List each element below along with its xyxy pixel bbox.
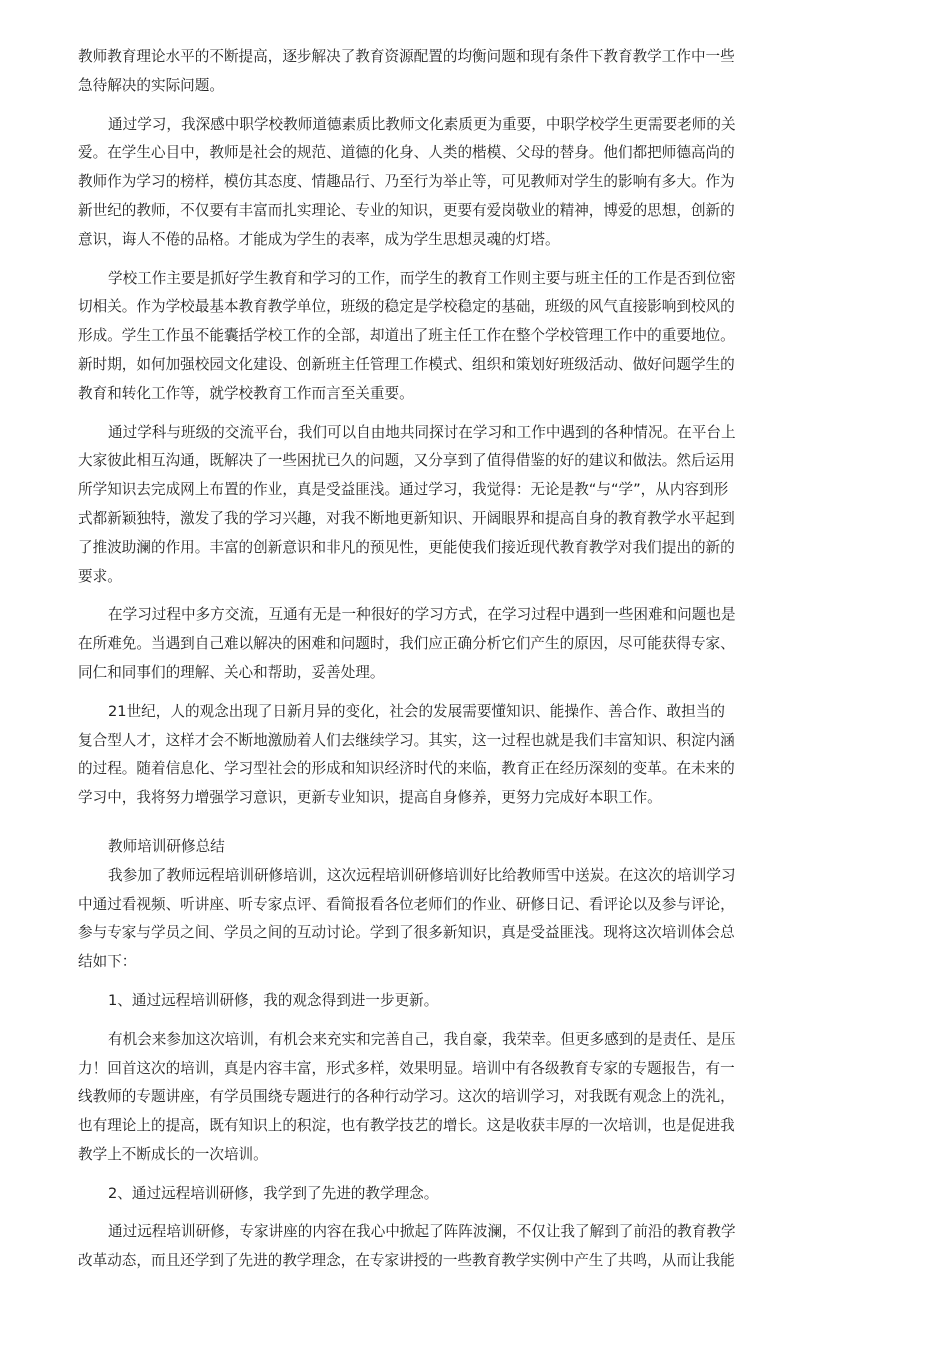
text-line: 了推波助澜的作用。丰富的创新意识和非凡的预见性，更能使我们接近现代教育教学对我们提出的新的 (78, 538, 735, 556)
paragraph (78, 111, 775, 255)
subheading-text: 1、通过远程培训研修，我的观念得到进一步更新。 (108, 991, 439, 1009)
section-title (78, 833, 775, 862)
document-page (78, 43, 775, 1276)
text-line: 力！回首这次的培训，真是内容丰富，形式多样，效果明显。培训中有各级教育专家的专题报告，有一 (78, 1059, 735, 1077)
text-line: 改革动态，而且还学到了先进的教学理念，在专家讲授的一些教育教学实例中产生了共鸣，从而让我能 (78, 1252, 735, 1270)
section-title-text: 教师培训研修总结 (108, 837, 225, 855)
text-line: 复合型人才，这样才会不断地激励着人们去继续学习。其实，这一过程也就是我们丰富知识、积淀内涵 (78, 731, 735, 749)
text-line: 爱。在学生心目中，教师是社会的规范、道德的化身、人类的楷模、父母的替身。他们都把师德高尚的 (78, 144, 735, 162)
paragraph-continuation (78, 43, 775, 101)
text-line: 线教师的专题讲座，有学员围绕专题进行的各种行动学习。这次的培训学习，对我既有观念上的洗礼， (78, 1088, 735, 1106)
text-line: 有机会来参加这次培训，有机会来充实和完善自己，我自豪，我荣幸。但更多感到的是责任、是压 (108, 1030, 736, 1048)
text-line: 教师教育理论水平的不断提高，逐步解决了教育资源配置的均衡问题和现有条件下教育教学工作中一些 (78, 48, 735, 65)
text-line: 教学上不断成长的一次培训。 (78, 1145, 268, 1163)
text-line: 同仁和同事们的理解、关心和帮助，妥善处理。 (78, 663, 385, 681)
text-line: 大家彼此相互沟通，既解决了一些困扰已久的问题，又分享到了值得借鉴的好的建议和做法。然后运用 (78, 452, 735, 470)
text-line: 所学知识去完成网上布置的作业，真是受益匪浅。通过学习，我觉得：无论是教“与“学”，从内容到形 (78, 481, 729, 499)
text-line: 结如下： (78, 953, 137, 971)
paragraph (78, 601, 775, 687)
text-line: 新世纪的教师，不仅要有丰富而扎实理论、专业的知识，更要有爱岗敬业的精神，博爱的思想，创新的 (78, 201, 735, 219)
text-line: 教育和转化工作等，就学校教育工作而言至关重要。 (78, 384, 414, 402)
text-line: 学习中，我将努力增强学习意识，更新专业知识，提高自身修养，更努力完成好本职工作。 (78, 789, 662, 807)
paragraph (78, 1026, 775, 1170)
text-line: 我参加了教师远程培训研修培训，这次远程培训研修培训好比给教师雪中送炭。在这次的培训学习 (108, 866, 736, 884)
text-line: 要求。 (78, 567, 122, 585)
paragraph (78, 265, 775, 409)
text-line: 形成。学生工作虽不能囊括学校工作的全部，却道出了班主任工作在整个学校管理工作中的重要地位。 (78, 327, 735, 345)
text-line: 通过学科与班级的交流平台，我们可以自由地共同探讨在学习和工作中遇到的各种情况。在平台上 (108, 423, 736, 441)
text-line: 参与专家与学员之间、学员之间的互动讨论。学到了很多新知识，真是受益匪浅。现将这次培训体会总 (78, 924, 735, 942)
subheading (78, 987, 775, 1016)
paragraph (78, 698, 775, 813)
text-line: 新时期，如何加强校园文化建设、创新班主任管理工作模式、组织和策划好班级活动、做好问题学生的 (78, 355, 735, 373)
text-line: 教师作为学习的榜样，模仿其态度、情趣品行、乃至行为举止等，可见教师对学生的影响有多大。作为 (78, 173, 735, 191)
paragraph (78, 419, 775, 592)
subheading-text: 2、通过远程培训研修，我学到了先进的教学理念。 (108, 1184, 439, 1202)
text-line: 在所难免。当遇到自己难以解决的困难和问题时，我们应正确分析它们产生的原因，尽可能获得专家、 (78, 635, 735, 653)
subheading (78, 1180, 775, 1209)
text-line: 意识，诲人不倦的品格。才能成为学生的表率，成为学生思想灵魂的灯塔。 (78, 230, 560, 248)
paragraph (78, 1218, 775, 1276)
text-line: 的过程。随着信息化、学习型社会的形成和知识经济时代的来临，教育正在经历深刻的变革。在未来的 (78, 760, 735, 778)
paragraph (78, 862, 775, 977)
text-line: 学校工作主要是抓好学生教育和学习的工作，而学生的教育工作则主要与班主任的工作是否到位密 (108, 269, 736, 287)
text-line: 通过远程培训研修，专家讲座的内容在我心中掀起了阵阵波澜，不仅让我了解到了前沿的教育教学 (108, 1223, 736, 1241)
text-line: 切相关。作为学校最基本教育教学单位，班级的稳定是学校稳定的基础，班级的风气直接影响到校风的 (78, 298, 735, 316)
text-line: 急待解决的实际问题。 (78, 76, 224, 94)
text-line: 通过学习，我深感中职学校教师道德素质比教师文化素质更为重要，中职学校学生更需要老师的关 (108, 115, 736, 133)
text-line: 在学习过程中多方交流，互通有无是一种很好的学习方式，在学习过程中遇到一些困难和问题也是 (108, 606, 736, 624)
text-line: 式都新颖独特，激发了我的学习兴趣，对我不断地更新知识、开阔眼界和提高自身的教育教学水平起到 (78, 509, 735, 527)
text-line: 21世纪，人的观念出现了日新月异的变化，社会的发展需要懂知识、能操作、善合作、敢担当的 (108, 702, 725, 720)
text-line: 也有理论上的提高，既有知识上的积淀，也有教学技艺的增长。这是收获丰厚的一次培训，也是促进我 (78, 1117, 735, 1135)
text-line: 中通过看视频、听讲座、听专家点评、看简报看各位老师们的作业、研修日记、看评论以及参与评论， (78, 895, 735, 913)
